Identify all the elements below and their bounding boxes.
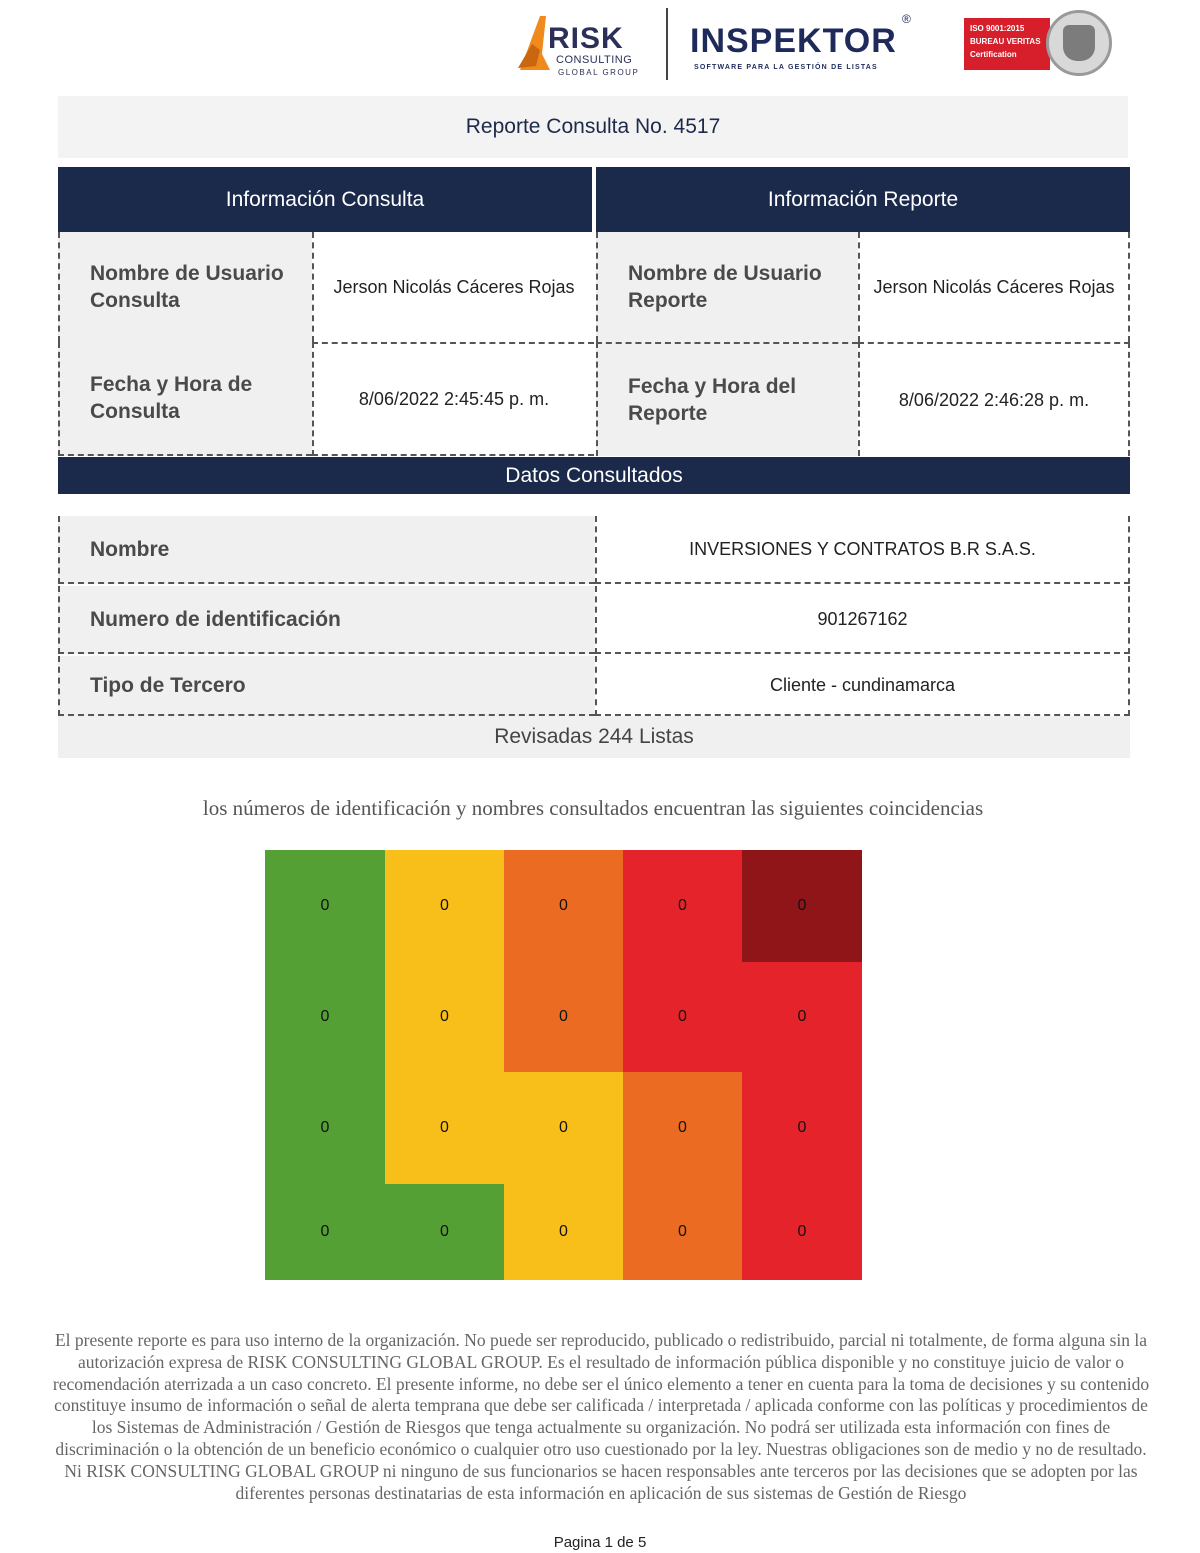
risk-logo-word: RISK	[548, 22, 624, 55]
consulta-header: Información Consulta	[58, 167, 592, 232]
risk-logo-line1: CONSULTING	[556, 54, 633, 66]
inspektor-logo-tagline: SOFTWARE PARA LA GESTIÓN DE LISTAS	[694, 64, 878, 71]
risk-cell-r2-c2: 0	[385, 962, 504, 1072]
bv-line2: BUREAU VERITAS	[970, 37, 1041, 46]
risk-cell-r1-c1: 0	[265, 850, 385, 962]
risk-cell-r2-c5: 0	[742, 962, 862, 1072]
risk-cell-r4-c2: 0	[385, 1184, 504, 1280]
consulta-date-label: Fecha y Hora de Consulta	[58, 342, 312, 456]
header-divider	[666, 8, 668, 80]
reporte-date-label: Fecha y Hora del Reporte	[596, 342, 858, 456]
page-number: Pagina 1 de 5	[553, 1534, 647, 1551]
registered-mark: ®	[902, 12, 911, 26]
bureau-veritas-seal-icon	[1046, 10, 1112, 76]
datos-header: Datos Consultados	[58, 457, 1130, 494]
datos-id-value: 901267162	[595, 586, 1130, 654]
risk-cell-r2-c1: 0	[265, 962, 385, 1072]
consulta-date-value: 8/06/2022 2:45:45 p. m.	[312, 342, 594, 456]
reporte-user-label: Nombre de Usuario Reporte	[596, 232, 858, 342]
risk-cell-r1-c3: 0	[504, 850, 623, 962]
risk-cell-r2-c3: 0	[504, 962, 623, 1072]
risk-cell-r3-c5: 0	[742, 1072, 862, 1184]
risk-logo-mark-icon	[512, 14, 552, 74]
risk-matrix	[265, 850, 862, 1280]
risk-cell-r1-c2: 0	[385, 850, 504, 962]
reporte-date-value: 8/06/2022 2:46:28 p. m.	[858, 342, 1130, 456]
risk-cell-r2-c4: 0	[623, 962, 742, 1072]
consulta-user-value: Jerson Nicolás Cáceres Rojas	[312, 232, 594, 342]
risk-cell-r4-c3: 0	[504, 1184, 623, 1280]
risk-cell-r3-c4: 0	[623, 1072, 742, 1184]
consulta-user-label: Nombre de Usuario Consulta	[58, 232, 312, 342]
datos-id-label: Numero de identificación	[58, 586, 595, 654]
datos-nombre-value: INVERSIONES Y CONTRATOS B.R S.A.S.	[595, 516, 1130, 584]
inspektor-logo-word: INSPEKTOR	[690, 22, 897, 60]
risk-cell-r1-c5: 0	[742, 850, 862, 962]
reporte-header: Información Reporte	[596, 167, 1130, 232]
coincidencias-intro: los números de identificación y nombres consultados encuentran las siguientes coincidencias	[202, 796, 984, 820]
risk-cell-r3-c3: 0	[504, 1072, 623, 1184]
risk-logo-line2: GLOBAL GROUP	[558, 68, 640, 77]
bureau-veritas-logo	[964, 10, 1118, 76]
risk-cell-r4-c4: 0	[623, 1184, 742, 1280]
risk-cell-r3-c2: 0	[385, 1072, 504, 1184]
listas-revisadas: Revisadas 244 Listas	[58, 716, 1130, 758]
report-title: Reporte Consulta No. 4517	[58, 96, 1128, 158]
datos-nombre-label: Nombre	[58, 516, 595, 584]
risk-cell-r1-c4: 0	[623, 850, 742, 962]
bv-line1: ISO 9001:2015	[970, 24, 1025, 33]
legal-disclaimer: El presente reporte es para uso interno de la organización. No puede ser reproducido, publicado o redistribuido, parcial ni totalmente, de forma alguna sin la autorización expresa de RISK CONSULTING GLOBAL GROUP. Es el resultado de información pública disponible y no constituye juicio de valor o recomendación aterrizada a un caso concreto. El presente informe, no debe ser el único elemento a tener en cuenta para la toma de decisiones y su contenido constituye insumo de información o señal de alerta temprana que debe ser calificada / interpretada / aplicada conforme con las políticas y procedimientos de los Sistemas de Administración / Gestión de Riesgos que tenga actualmente su organización. No podrá ser utilizada esta información con fines de discriminación o la obtención de un beneficio económico o cualquier otro uso cuestionado por la ley. Nuestras obligaciones son de medio y no de resultado. Ni RISK CONSULTING GLOBAL GROUP ni ninguno de sus funcionarios se hacen responsables ante terceros por las decisiones que se adopten por las diferentes personas destinatarias de esta información en aplicación de sus sistemas de Gestión de Riesgo	[52, 1330, 1150, 1503]
risk-cell-r4-c1: 0	[265, 1184, 385, 1280]
bureau-veritas-label	[964, 18, 1050, 70]
bv-line3: Certification	[970, 50, 1017, 59]
risk-cell-r4-c5: 0	[742, 1184, 862, 1280]
inspektor-logo	[690, 12, 911, 76]
datos-tipo-label: Tipo de Tercero	[58, 656, 595, 716]
datos-tipo-value: Cliente - cundinamarca	[595, 656, 1130, 716]
risk-cell-r3-c1: 0	[265, 1072, 385, 1184]
reporte-user-value: Jerson Nicolás Cáceres Rojas	[858, 232, 1130, 342]
risk-consulting-logo	[508, 10, 640, 78]
